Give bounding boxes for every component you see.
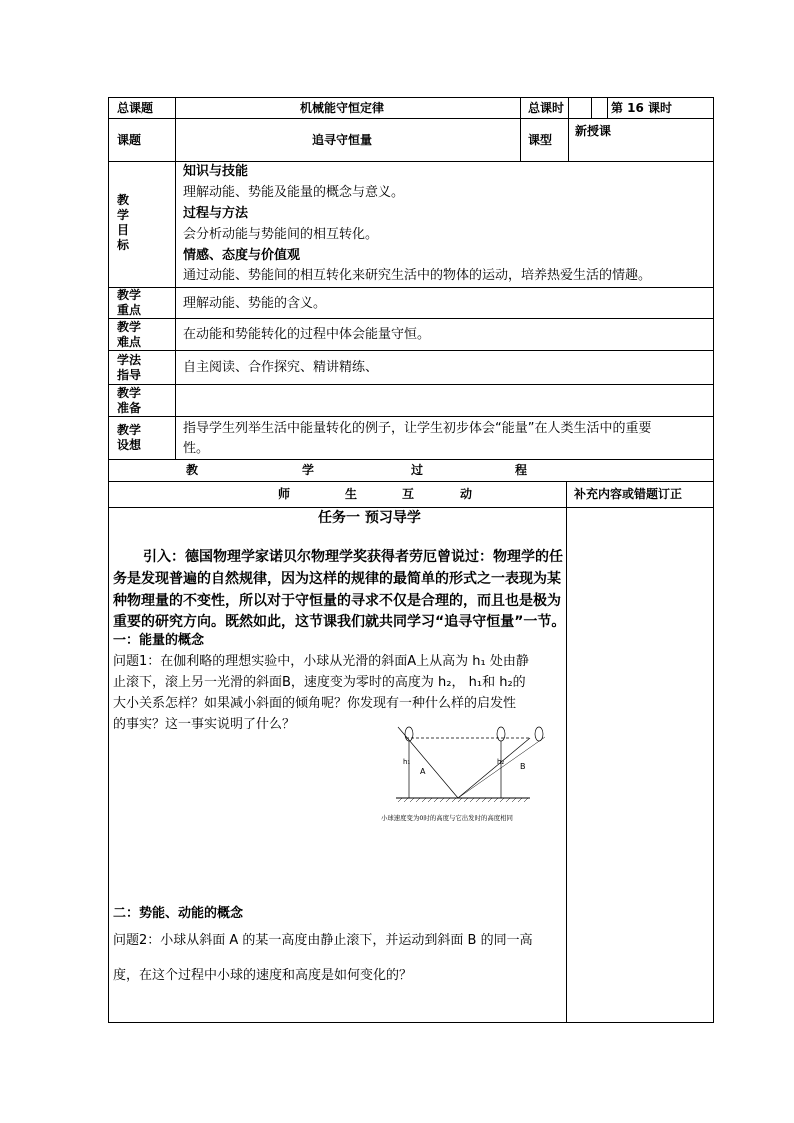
row-divider bbox=[108, 350, 714, 351]
row-divider bbox=[108, 459, 714, 460]
objectives-label-char: 教 bbox=[117, 193, 130, 207]
question-1-line: 问题1：在伽利略的理想实验中，小球从光滑的斜面A上从高为 h₁ 处由静 bbox=[113, 654, 529, 669]
design-label: 设想 bbox=[117, 438, 142, 452]
lesson-number: 第 16 课时 bbox=[611, 101, 673, 115]
prep-label: 准备 bbox=[117, 401, 142, 415]
intro-line: 种物理量的不变性，所以对于守恒量的寻求不仅是合理的，而且也是极为 bbox=[113, 593, 561, 609]
ground-hatching bbox=[398, 798, 528, 802]
row-divider bbox=[108, 318, 714, 319]
row-divider bbox=[108, 161, 714, 162]
row-divider bbox=[108, 416, 714, 417]
objective-heading-knowledge: 知识与技能 bbox=[183, 164, 249, 179]
column-divider bbox=[607, 97, 608, 118]
section-heading: 一：能量的概念 bbox=[113, 633, 205, 648]
row-divider bbox=[108, 481, 714, 482]
topic-label: 课题 bbox=[117, 133, 142, 147]
question-2-line: 度，在这个过程中小球的速度和高度是如何变化的？ bbox=[113, 968, 413, 983]
column-divider bbox=[566, 481, 567, 1022]
focus-label: 教学 bbox=[117, 288, 142, 302]
objective-text-knowledge: 理解动能、势能及能量的概念与意义。 bbox=[183, 185, 405, 200]
type-value: 新授课 bbox=[575, 124, 612, 138]
process-char: 程 bbox=[515, 463, 528, 477]
question-1-line: 大小关系怎样？如果减小斜面的倾角呢？你发现有一种什么样的启发性 bbox=[113, 696, 517, 711]
column-divider bbox=[175, 97, 176, 459]
process-char: 学 bbox=[302, 463, 315, 477]
column-divider bbox=[520, 97, 521, 161]
prep-label: 教学 bbox=[117, 386, 142, 400]
incline-b-extension bbox=[458, 737, 545, 798]
objective-heading-attitude: 情感、态度与价值观 bbox=[183, 248, 301, 263]
row-divider bbox=[108, 507, 714, 508]
ball-end-icon bbox=[535, 727, 543, 741]
task-title: 任务一 预习导学 bbox=[318, 510, 421, 526]
label-h1: h₁ bbox=[403, 758, 411, 766]
table-border-left bbox=[108, 97, 109, 1023]
total-topic-value: 机械能守恒定律 bbox=[300, 101, 385, 115]
total-topic-label: 总课题 bbox=[117, 101, 154, 115]
process-char: 教 bbox=[186, 463, 199, 477]
question-1-line: 的事实？这一事实说明了什么？ bbox=[113, 717, 296, 732]
type-label: 课型 bbox=[528, 133, 553, 147]
row-divider bbox=[108, 118, 714, 119]
total-hours-label: 总课时 bbox=[528, 101, 565, 115]
supplement-header: 补充内容或错题订正 bbox=[574, 487, 683, 501]
objective-text-process: 会分析动能与势能间的相互转化。 bbox=[183, 227, 379, 242]
method-text: 自主阅读、合作探究、精讲精练、 bbox=[183, 360, 379, 375]
intro-line: 引入：德国物理学家诺贝尔物理学奖获得者劳厄曾说过：物理学的任 bbox=[143, 549, 563, 565]
difficulty-label: 难点 bbox=[117, 335, 142, 349]
focus-label: 重点 bbox=[117, 303, 142, 317]
objectives-label-char: 目 bbox=[117, 223, 130, 237]
method-label: 指导 bbox=[117, 368, 142, 382]
design-text: 性。 bbox=[183, 441, 210, 456]
process-char: 过 bbox=[411, 463, 424, 477]
focus-text: 理解动能、势能的含义。 bbox=[183, 296, 327, 311]
design-label: 教学 bbox=[117, 423, 142, 437]
topic-value: 追寻守恒量 bbox=[312, 133, 373, 147]
method-label: 学法 bbox=[117, 353, 142, 367]
label-h2: h₂ bbox=[497, 758, 505, 766]
section-heading: 二：势能、动能的概念 bbox=[113, 906, 244, 921]
difficulty-label: 教学 bbox=[117, 320, 142, 334]
ball-start-icon bbox=[405, 727, 413, 741]
objectives-label-char: 学 bbox=[117, 208, 130, 222]
question-1-line: 止滚下，滚上另一光滑的斜面B，速度变为零时的高度为 h₂， h₁和 h₂的 bbox=[113, 675, 526, 690]
objective-heading-process: 过程与方法 bbox=[183, 206, 249, 221]
ball-end-icon bbox=[497, 727, 505, 741]
label-incline-a: A bbox=[420, 767, 426, 776]
objectives-label-char: 标 bbox=[117, 238, 130, 252]
design-text: 指导学生列举生活中能量转化的例子，让学生初步体会“能量”在人类生活中的重要 bbox=[183, 421, 652, 436]
interaction-char: 师 bbox=[278, 487, 291, 501]
label-incline-b: B bbox=[520, 762, 526, 771]
table-border-right bbox=[713, 97, 714, 1023]
interaction-char: 生 bbox=[345, 487, 358, 501]
interaction-char: 动 bbox=[460, 487, 473, 501]
difficulty-text: 在动能和势能转化的过程中体会能量守恒。 bbox=[183, 327, 431, 342]
column-divider bbox=[568, 97, 569, 161]
intro-line: 务是发现普遍的自然规律，因为这样的规律的最简单的形式之一表现为某 bbox=[113, 571, 561, 587]
intro-line: 重要的研究方向。既然如此，这节课我们就共同学习“追寻守恒量”一节。 bbox=[113, 614, 566, 630]
interaction-char: 互 bbox=[402, 487, 415, 501]
figure-caption: 小球速度变为0时的高度与它出发时的高度相同 bbox=[381, 814, 513, 822]
row-divider bbox=[108, 384, 714, 385]
table-border-top bbox=[108, 97, 714, 98]
table-border-bottom bbox=[108, 1022, 714, 1023]
row-divider bbox=[108, 287, 714, 288]
column-divider bbox=[591, 97, 592, 118]
incline-experiment-figure bbox=[380, 722, 560, 827]
objective-text-attitude: 通过动能、势能间的相互转化来研究生活中的物体的运动，培养热爱生活的情趣。 bbox=[183, 268, 652, 283]
question-2-line: 问题2：小球从斜面 A 的某一高度由静止滚下，并运动到斜面 B 的同一高 bbox=[113, 933, 533, 948]
